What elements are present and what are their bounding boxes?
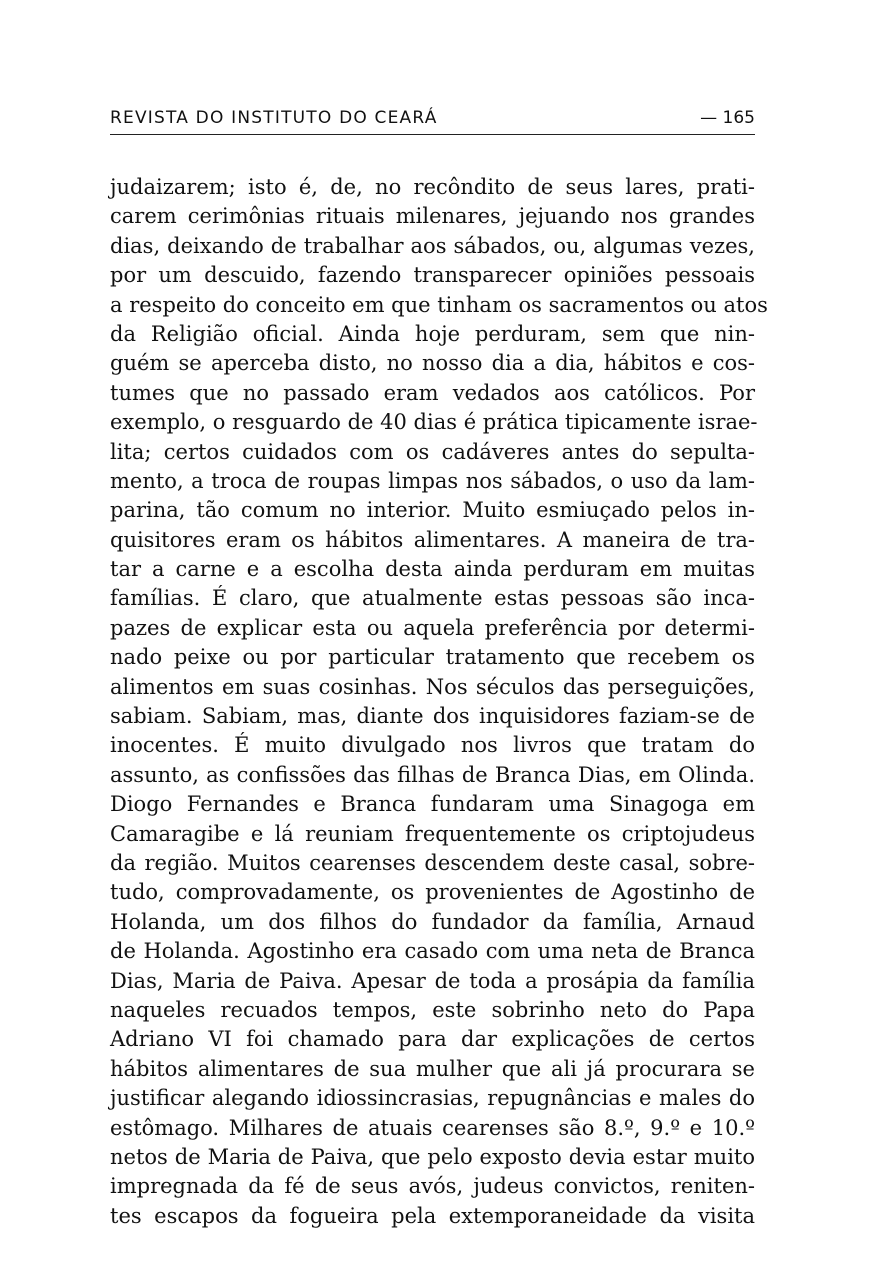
text-line: Camaragibe e lá reuniam frequentemente os criptojudeus bbox=[110, 821, 755, 846]
text-line: a respeito do conceito em que tinham os sacramentos ou atos bbox=[110, 292, 768, 317]
text-line: de Holanda. Agostinho era casado com uma neta de Branca bbox=[110, 939, 755, 964]
text-line: estômago. Milhares de atuais cearenses são 8.º, 9.º e 10.º bbox=[110, 1115, 755, 1140]
header-rule bbox=[110, 134, 755, 135]
text-line: da região. Muitos cearenses descendem deste casal, sobre- bbox=[110, 850, 755, 875]
text-line: parina, tão comum no interior. Muito esmiuçado pelos in- bbox=[110, 498, 755, 523]
text-line: lita; certos cuidados com os cadáveres antes do sepulta- bbox=[110, 439, 755, 464]
text-line: carem cerimônias rituais milenares, jejuando nos grandes bbox=[110, 204, 755, 229]
text-line: tumes que no passado eram vedados aos católicos. Por bbox=[110, 380, 755, 405]
text-line: judaizarem; isto é, de, no recôndito de seus lares, prati- bbox=[110, 175, 755, 199]
text-line: tar a carne e a escolha desta ainda perduram em muitas bbox=[110, 557, 755, 582]
text-line: inocentes. É muito divulgado nos livros que tratam do bbox=[110, 733, 755, 758]
text-line: hábitos alimentares de sua mulher que ali já procurara se bbox=[110, 1056, 755, 1081]
text-line: netos de Maria de Paiva, que pelo exposto devia estar muito bbox=[110, 1144, 755, 1169]
text-line: pazes de explicar esta ou aquela preferência por determi- bbox=[110, 615, 755, 640]
text-line: da Religião oficial. Ainda hoje perduram, sem que nin- bbox=[110, 321, 755, 346]
text-line: guém se aperceba disto, no nosso dia a dia, hábitos e cos- bbox=[110, 351, 755, 376]
text-line: naqueles recuados tempos, este sobrinho neto do Papa bbox=[110, 997, 755, 1022]
body-text bbox=[110, 173, 768, 1231]
text-line: sabiam. Sabiam, mas, diante dos inquisidores faziam-se de bbox=[110, 704, 755, 729]
running-header bbox=[110, 103, 755, 133]
text-line: exemplo, o resguardo de 40 dias é prática tipicamente israe- bbox=[110, 410, 758, 435]
text-line: assunto, as confissões das filhas de Branca Dias, em Olinda. bbox=[110, 762, 755, 787]
text-line: Holanda, um dos filhos do fundador da família, Arnaud bbox=[110, 909, 755, 934]
text-line: famílias. É claro, que atualmente estas pessoas são inca- bbox=[110, 586, 755, 611]
text-line: dias, deixando de trabalhar aos sábados, ou, algumas vezes, bbox=[110, 233, 755, 258]
text-line: quisitores eram os hábitos alimentares. A maneira de tra- bbox=[110, 527, 755, 552]
page-number: — 165 bbox=[700, 108, 755, 128]
journal-title: REVISTA DO INSTITUTO DO CEARÁ bbox=[110, 108, 438, 128]
text-line: alimentos em suas cosinhas. Nos séculos das perseguições, bbox=[110, 674, 755, 699]
text-line: Adriano VI foi chamado para dar explicações de certos bbox=[110, 1027, 755, 1052]
text-line: tudo, comprovadamente, os provenientes de Agostinho de bbox=[110, 880, 755, 905]
text-line: Diogo Fernandes e Branca fundaram uma Sinagoga em bbox=[110, 792, 755, 817]
text-line: mento, a troca de roupas limpas nos sábados, o uso da lam- bbox=[110, 468, 755, 493]
text-line: nado peixe ou por particular tratamento que recebem os bbox=[110, 645, 755, 670]
text-line: por um descuido, fazendo transparecer opiniões pessoais bbox=[110, 263, 755, 288]
text-line: Dias, Maria de Paiva. Apesar de toda a prosápia da família bbox=[110, 968, 755, 993]
text-line: justificar alegando idiossincrasias, repugnâncias e males do bbox=[110, 1086, 755, 1111]
text-line: impregnada da fé de seus avós, judeus convictos, reniten- bbox=[110, 1174, 755, 1199]
text-line: tes escapos da fogueira pela extemporaneidade da visita bbox=[110, 1203, 755, 1228]
